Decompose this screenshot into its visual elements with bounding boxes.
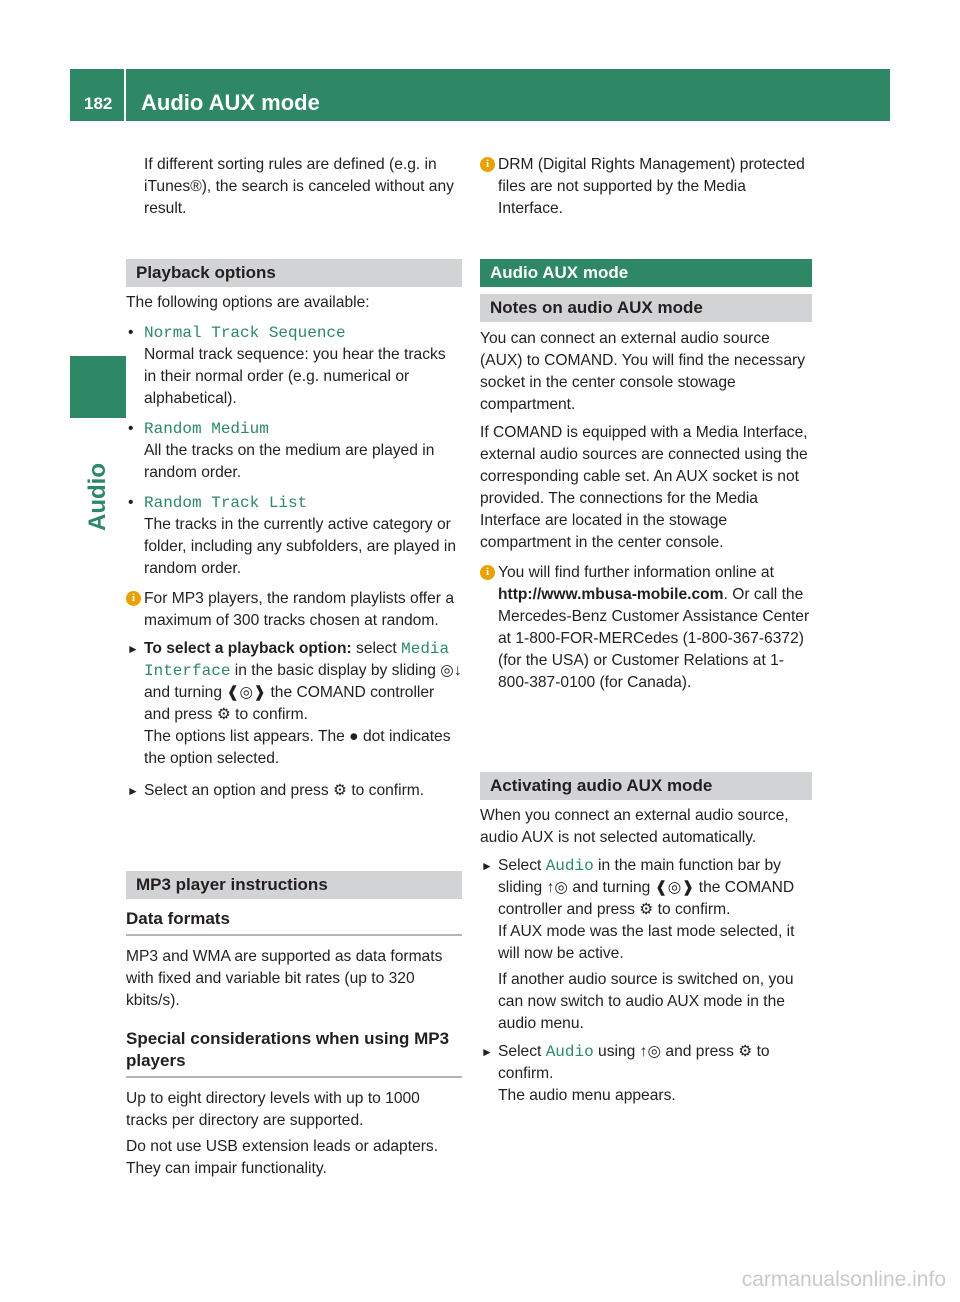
controller-press-icon: ⚙ [639, 901, 654, 918]
step-result: The audio menu appears. [498, 1087, 676, 1104]
option-name: Random Medium [144, 420, 269, 438]
section-heading-activating: Activating audio AUX mode [480, 772, 812, 800]
notes-paragraph-2: If COMAND is equipped with a Media Interface, external audio sources are connected using the corresponding cable set. An AUX socket is not provided. The connections for the Media Interface are located in the stowage compartment in the center console. [480, 424, 808, 551]
step-item [480, 855, 812, 1035]
controller-press-icon: ⚙ [216, 706, 231, 723]
option-desc: All the tracks on the medium are played in random order. [144, 442, 435, 481]
right-column [480, 0, 812, 1104]
controller-turn-icon: ❰◎❱ [226, 684, 267, 701]
step-item [480, 1041, 812, 1107]
step-arrow-icon: ► [127, 784, 139, 798]
special-text-2: Do not use USB extension leads or adapters. They can impair functionality. [126, 1138, 439, 1177]
info-text: For MP3 players, the random playlists offer a maximum of 300 tracks chosen at random. [144, 590, 454, 629]
special-text-1: Up to eight directory levels with up to 1000 tracks per directory are supported. [126, 1090, 420, 1129]
sidebar-tab [70, 356, 126, 418]
playback-lead: The following options are available: [126, 294, 370, 311]
info-url: http://www.mbusa-mobile.com [498, 586, 724, 603]
step-text: Select an option and press ⚙ to confirm. [144, 782, 425, 799]
step-text: Select Audio using ↑◎ and press ⚙ to confirm. [498, 1043, 770, 1082]
drm-info [480, 154, 812, 220]
step-item [126, 638, 462, 770]
step-text: To select a playback option: select Media Interface in the basic display by sliding ◎↓ and turning ❰◎❱ the COMAND controller and press ⚙ to confirm. [144, 640, 462, 723]
option-desc: The tracks in the currently active category or folder, including any subfolders, are played in random order. [144, 516, 457, 577]
controller-turn-icon: ❰◎❱ [654, 879, 695, 896]
notes-paragraph-1: You can connect an external audio source (AUX) to COMAND. You will find the necessary socket in the center console stowage compartment. [480, 330, 805, 413]
step-text: Select Audio in the main function bar by sliding ↑◎ and turning ❰◎❱ the COMAND controller and press ⚙ to confirm. [498, 857, 795, 918]
info-icon: i [126, 591, 141, 606]
sidebar-label: Audio [84, 463, 111, 531]
drm-info-text: DRM (Digital Rights Management) protected files are not supported by the Media Interface. [498, 156, 805, 217]
info-icon: i [480, 157, 495, 172]
page-title: Audio AUX mode [141, 90, 320, 115]
section-heading-mp3: MP3 player instructions [126, 871, 462, 899]
controller-slide-up-icon: ↑◎ [639, 1043, 662, 1060]
info-text: You will find further information online at http://www.mbusa-mobile.com. Or call the Mercedes-Benz Customer Assistance Center at 1-800-FOR-MERCedes (1-800-367-6372) (for the USA) or Customer Relations at 1-800-387-0100 (for Canada). [498, 564, 810, 691]
option-name: Random Track List [144, 494, 308, 512]
option-item [126, 322, 462, 410]
section-heading-aux: Audio AUX mode [480, 259, 812, 287]
subheading-special: Special considerations when using MP3 players [126, 1028, 462, 1078]
info-icon: i [480, 565, 495, 580]
step-result: If AUX mode was the last mode selected, it will now be active. [498, 923, 795, 962]
step-result: The options list appears. The ● dot indicates the option selected. [144, 728, 451, 767]
header-separator [124, 69, 126, 121]
controller-slide-down-icon: ◎↓ [440, 662, 462, 679]
step-item [126, 780, 462, 802]
info-note [126, 588, 462, 632]
watermark: carmanualsonline.info [741, 1268, 946, 1291]
activating-paragraph: When you connect an external audio source, audio AUX is not selected automatically. [480, 807, 789, 846]
data-formats-text: MP3 and WMA are supported as data formats with fixed and variable bit rates (up to 320 kbits/s). [126, 948, 443, 1009]
step-arrow-icon: ► [127, 642, 139, 656]
info-note [480, 562, 812, 694]
option-item [126, 418, 462, 484]
controller-slide-up-icon: ↑◎ [546, 879, 568, 896]
page-number: 182 [84, 94, 113, 113]
option-item [126, 492, 462, 580]
section-heading-notes: Notes on audio AUX mode [480, 294, 812, 322]
controller-press-icon: ⚙ [738, 1043, 753, 1060]
dot-icon: ● [349, 728, 359, 745]
option-name: Normal Track Sequence [144, 324, 346, 342]
section-heading-playback: Playback options [126, 259, 462, 287]
controller-press-icon: ⚙ [333, 782, 347, 799]
subheading-data-formats: Data formats [126, 908, 462, 936]
step-arrow-icon: ► [481, 859, 493, 873]
option-desc: Normal track sequence: you hear the tracks in their normal order (e.g. numerical or alphabetical). [144, 346, 446, 407]
intro-text: If different sorting rules are defined (e.g. in iTunes®), the search is canceled without any result. [144, 156, 454, 217]
step-arrow-icon: ► [481, 1045, 493, 1059]
step-result: If another audio source is switched on, you can now switch to audio AUX mode in the audio menu. [498, 971, 794, 1032]
